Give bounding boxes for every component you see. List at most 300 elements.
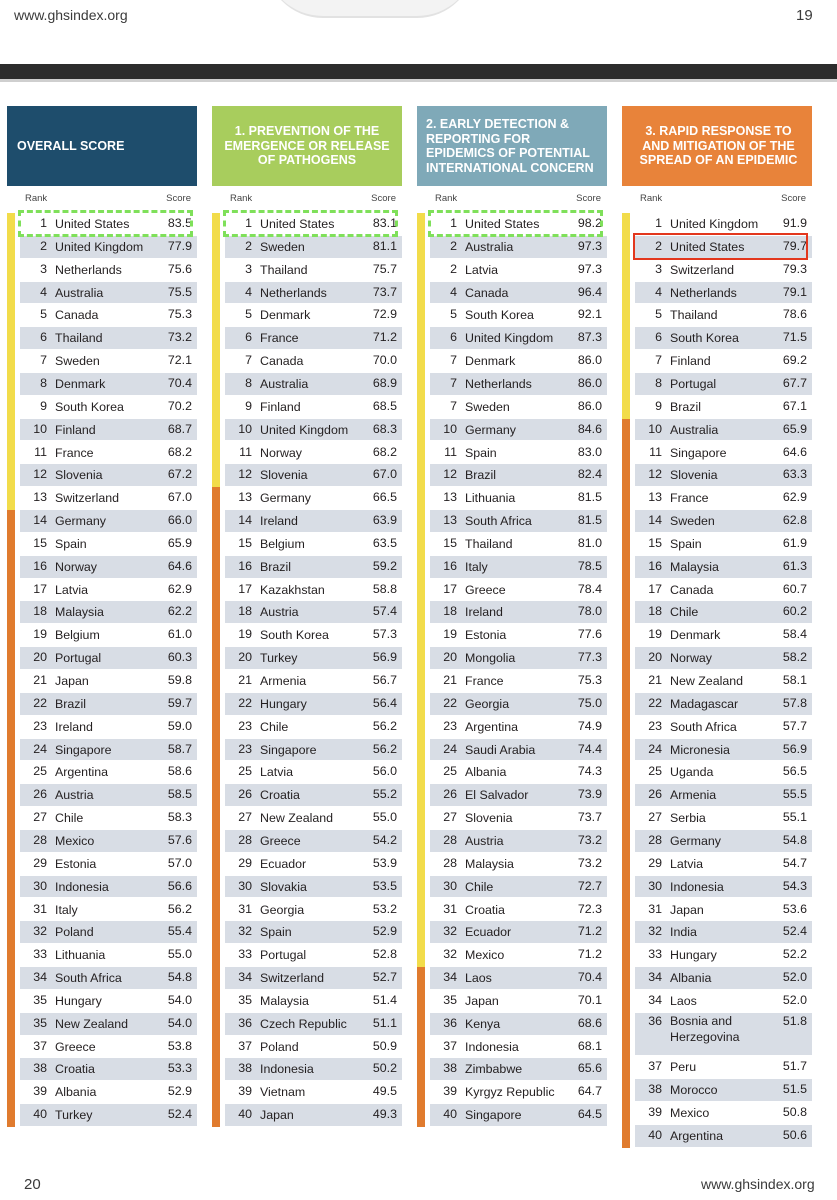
score-cell: 83.1 [372,216,397,230]
score-cell: 54.8 [782,832,807,847]
score-cell: 60.7 [782,581,807,596]
score-cell: 70.0 [372,353,397,368]
rank-cell: 3 [655,261,662,276]
panel-title: OVERALL SCORE [7,106,197,186]
table-row [430,533,607,555]
table-row [20,876,197,898]
score-cell: 56.4 [372,695,397,710]
top-tier-bar [7,213,15,510]
rank-cell: 31 [648,901,662,916]
rank-cell: 8 [655,375,662,390]
rank-cell: 8 [40,375,47,390]
country-cell: El Salvador [465,788,529,803]
footer-site-url: www.ghsindex.org [701,1176,815,1192]
score-cell: 53.3 [167,1061,192,1076]
country-cell: United Kingdom [260,422,349,437]
table-row [225,442,402,464]
country-cell: Malaysia [465,856,514,871]
rank-cell: 20 [33,650,47,665]
table-row [430,419,607,441]
country-cell: Portugal [260,948,307,963]
table-row [430,304,607,326]
table-row [20,853,197,875]
rank-cell: 35 [238,992,252,1007]
score-cell: 66.0 [167,513,192,528]
rank-cell: 3 [40,261,47,276]
country-cell: Belgium [260,536,305,551]
score-cell: 73.2 [577,855,602,870]
country-cell: Finland [260,399,301,414]
country-cell: United States [670,239,745,254]
country-cell: United States [260,217,335,231]
rank-cell: 13 [443,513,457,528]
score-cell: 77.9 [167,238,192,253]
score-cell: 62.8 [782,513,807,528]
country-cell: Spain [55,536,87,551]
country-cell: Singapore [465,1108,522,1123]
rank-cell: 1 [245,216,252,230]
score-cell: 59.8 [167,673,192,687]
table-row [225,899,402,921]
score-cell: 51.5 [782,1082,807,1097]
country-cell: Germany [260,491,311,506]
table-row [20,327,197,349]
rank-cell: 6 [40,330,47,345]
country-cell: Mexico [465,948,505,963]
table-row [225,556,402,578]
country-cell: Hungary [260,696,307,711]
country-cell: Australia [260,376,309,391]
score-cell: 86.0 [577,375,602,390]
country-cell: United Kingdom [670,217,759,231]
mid-tier-bar [622,419,630,1148]
rank-cell: 37 [33,1038,47,1053]
rank-cell: 7 [450,353,457,368]
country-cell: Norway [670,651,712,666]
table-row [225,647,402,669]
table-row [20,442,197,464]
score-cell: 58.7 [167,741,192,756]
table-row [430,967,607,989]
table-row [225,327,402,349]
score-cell: 55.0 [372,810,397,825]
table-row [430,761,607,783]
score-cell: 62.9 [167,581,192,596]
score-cell: 52.2 [782,947,807,962]
country-cell: Laos [465,971,492,986]
score-cell: 50.6 [782,1128,807,1142]
table-row [20,761,197,783]
score-cell: 58.6 [167,764,192,779]
country-cell: Spain [670,536,702,551]
country-cell: Netherlands [670,285,737,300]
score-cell: 77.3 [577,650,602,665]
united-states-green-highlight [18,210,193,237]
score-column-header: Score [166,193,191,204]
rank-cell: 34 [648,992,662,1007]
rank-cell: 10 [33,421,47,436]
rank-column-header: Rank [435,193,458,204]
score-cell: 81.1 [372,238,397,253]
country-cell: Ecuador [465,925,512,940]
rank-cell: 40 [33,1107,47,1122]
ranking-panel-2 [212,106,402,1140]
country-cell: Austria [465,833,504,848]
country-cell: Mexico [55,833,95,848]
table-row [20,1013,197,1035]
table-row [20,670,197,692]
country-cell: Estonia [55,856,97,871]
rank-cell: 28 [238,832,252,847]
table-row [635,853,812,875]
table-row [430,807,607,829]
rank-cell: 18 [443,604,457,619]
score-cell: 63.9 [372,513,397,528]
score-cell: 77.6 [577,627,602,642]
score-cell: 55.2 [372,787,397,802]
panel-title: 1. PREVENTION OF THE EMERGENCE OR RELEASE OF PATHOGENS [212,106,402,186]
rank-cell: 26 [238,787,252,802]
score-cell: 50.9 [372,1038,397,1053]
score-cell: 71.5 [782,330,807,345]
score-cell: 53.6 [782,901,807,916]
score-cell: 72.1 [167,353,192,368]
rank-cell: 4 [245,284,252,299]
header-divider-shadow [0,79,837,82]
country-cell: Kenya [465,1016,501,1031]
table-row [20,601,197,623]
score-cell: 57.6 [167,832,192,847]
score-cell: 51.4 [372,992,397,1007]
decorative-arc [265,0,475,18]
score-cell: 67.7 [782,375,807,390]
rank-cell: 15 [33,535,47,550]
rank-cell: 24 [33,741,47,756]
rank-cell: 34 [443,970,457,985]
country-cell: United States [55,217,130,231]
table-row [635,510,812,532]
score-cell: 59.2 [372,558,397,573]
panel-title: 3. RAPID RESPONSE TO AND MITIGATION OF THE SPREAD OF AN EPIDEMIC [622,106,812,186]
country-cell: New Zealand [55,1016,129,1031]
table-row [430,236,607,258]
top-tier-bar [417,213,425,967]
score-cell: 57.7 [782,718,807,733]
table-row [225,830,402,852]
table-row [20,1104,197,1126]
score-cell: 56.9 [372,650,397,665]
table-row [635,670,812,692]
rank-cell: 26 [443,787,457,802]
rank-cell: 13 [238,490,252,505]
score-cell: 68.9 [372,375,397,390]
rank-cell: 22 [648,695,662,710]
rank-cell: 22 [238,695,252,710]
table-row [430,784,607,806]
country-cell: Spain [260,925,292,940]
score-cell: 58.1 [782,673,807,687]
rank-cell: 20 [443,650,457,665]
table-row [635,967,812,989]
score-cell: 68.1 [577,1038,602,1053]
country-cell: New Zealand [670,674,744,688]
score-cell: 73.2 [167,330,192,345]
rank-cell: 3 [245,261,252,276]
country-cell: Greece [260,833,301,848]
table-row [635,830,812,852]
table-row [635,624,812,646]
table-row [430,373,607,395]
country-cell: Hungary [55,993,102,1008]
table-row [225,853,402,875]
table-row [20,944,197,966]
country-cell: Chile [260,719,289,734]
score-cell: 71.2 [372,330,397,345]
table-row [430,830,607,852]
country-cell: Australia [670,422,719,437]
score-cell: 57.4 [372,604,397,619]
country-cell: Thailand [465,536,513,551]
table-row [635,213,812,235]
table-row [430,1036,607,1058]
mid-tier-bar [212,487,220,1127]
united-states-green-highlight [223,210,398,237]
rank-cell: 39 [443,1084,457,1099]
country-cell: Canada [670,582,714,597]
table-row [225,601,402,623]
score-cell: 72.9 [372,307,397,322]
score-cell: 58.8 [372,581,397,596]
table-row [635,647,812,669]
table-row [225,533,402,555]
country-cell: Netherlands [55,262,122,277]
rank-cell: 1 [655,216,662,230]
score-cell: 68.5 [372,398,397,413]
score-cell: 55.0 [167,947,192,962]
table-row [430,944,607,966]
rank-cell: 39 [238,1084,252,1099]
country-cell: Malaysia [260,993,309,1008]
score-cell: 53.8 [167,1038,192,1053]
score-cell: 82.4 [577,467,602,482]
country-cell: Japan [260,1108,294,1123]
score-cell: 54.0 [167,1015,192,1030]
score-cell: 51.8 [782,1013,807,1028]
rank-cell: 16 [238,558,252,573]
table-row [635,304,812,326]
rank-cell: 21 [648,673,662,687]
rank-cell: 24 [648,741,662,756]
rank-cell: 5 [40,307,47,322]
country-cell: Argentina [55,765,109,780]
rank-cell: 22 [33,695,47,710]
mid-tier-bar [7,510,15,1127]
country-cell: Lithuania [465,491,516,506]
score-cell: 56.2 [372,718,397,733]
country-cell: Japan [465,993,499,1008]
country-cell: South Korea [260,628,329,643]
rank-cell: 27 [443,810,457,825]
country-cell: Ecuador [260,856,307,871]
rank-cell: 36 [648,1013,662,1028]
score-cell: 70.4 [577,970,602,985]
table-row [225,396,402,418]
table-row [20,556,197,578]
table-row [20,373,197,395]
rank-cell: 6 [655,330,662,345]
table-row [225,967,402,989]
country-cell: Argentina [670,1129,724,1143]
score-column-header: Score [781,193,806,204]
country-cell: Greece [55,1039,96,1054]
rank-cell: 9 [245,398,252,413]
country-cell: South Korea [55,399,124,414]
score-cell: 74.9 [577,718,602,733]
country-cell: Albania [670,971,712,986]
score-cell: 53.2 [372,901,397,916]
country-cell: Laos [670,993,697,1008]
country-cell: Denmark [260,308,311,323]
score-cell: 60.2 [782,604,807,619]
score-cell: 52.4 [167,1107,192,1122]
rank-cell: 23 [238,741,252,756]
table-row [225,990,402,1012]
score-cell: 83.0 [577,444,602,459]
rank-cell: 38 [33,1061,47,1076]
table-row [430,1104,607,1126]
table-row [20,350,197,372]
score-cell: 54.0 [167,992,192,1007]
score-cell: 64.6 [782,444,807,459]
country-cell: Thailand [55,331,103,346]
country-cell: Greece [465,582,506,597]
country-cell: Kazakhstan [260,582,325,597]
table-row [225,670,402,692]
table-row [430,899,607,921]
rank-cell: 16 [443,558,457,573]
country-cell: Japan [670,902,704,917]
table-row [225,739,402,761]
rank-cell: 28 [443,855,457,870]
table-row [430,921,607,943]
score-cell: 55.5 [782,787,807,802]
table-row [20,807,197,829]
rank-cell: 4 [40,284,47,299]
score-cell: 55.4 [167,924,192,939]
country-cell: South Korea [670,331,739,346]
table-row [635,1079,812,1101]
score-cell: 69.2 [782,353,807,368]
rank-cell: 8 [245,375,252,390]
country-cell: Spain [465,445,497,460]
score-cell: 61.3 [782,558,807,573]
table-row [20,487,197,509]
score-cell: 61.9 [782,535,807,550]
country-cell: Austria [55,788,94,803]
rank-cell: 10 [238,421,252,436]
country-cell: Ireland [260,514,298,529]
country-cell: Turkey [55,1108,93,1123]
rank-cell: 33 [238,947,252,962]
table-row [225,1104,402,1126]
table-row [430,853,607,875]
table-row [635,282,812,304]
rank-cell: 35 [443,992,457,1007]
rank-cell: 18 [33,604,47,619]
rank-cell: 38 [648,1082,662,1097]
country-cell: Bosnia and Herzegovina [670,1013,740,1044]
rank-cell: 23 [33,718,47,733]
table-row [20,990,197,1012]
table-row [20,419,197,441]
score-cell: 91.9 [782,216,807,230]
country-cell: Canada [260,354,304,369]
rank-cell: 30 [443,878,457,893]
rank-cell: 4 [450,284,457,299]
rank-cell: 17 [648,581,662,596]
rank-cell: 30 [238,878,252,893]
table-row [635,579,812,601]
country-cell: Indonesia [465,1039,519,1054]
score-cell: 71.2 [577,924,602,939]
table-row [430,601,607,623]
rank-cell: 37 [443,1038,457,1053]
score-column-header: Score [576,193,601,204]
table-row [635,921,812,943]
score-cell: 52.8 [372,947,397,962]
score-cell: 72.7 [577,878,602,893]
score-cell: 67.0 [167,490,192,505]
country-cell: South Africa [465,514,532,529]
table-row [20,716,197,738]
rank-cell: 13 [648,490,662,505]
table-row [635,350,812,372]
score-cell: 52.0 [782,970,807,985]
score-cell: 58.3 [167,810,192,825]
united-states-green-highlight [428,210,603,237]
table-row [20,464,197,486]
table-row [225,716,402,738]
country-cell: South Africa [55,971,122,986]
rank-cell: 40 [238,1107,252,1122]
table-row [20,739,197,761]
rank-cell: 19 [648,627,662,642]
country-cell: Denmark [670,628,721,643]
rank-cell: 32 [648,924,662,939]
rank-cell: 27 [648,810,662,825]
rank-cell: 18 [648,604,662,619]
rank-cell: 32 [443,924,457,939]
country-cell: Sweden [465,399,510,414]
rank-cell: 11 [444,444,457,459]
country-cell: Latvia [260,765,294,780]
country-cell: Chile [670,605,699,620]
table-row [20,830,197,852]
rank-cell: 31 [443,901,457,916]
rank-cell: 1 [450,216,457,230]
rank-cell: 4 [655,284,662,299]
country-cell: Georgia [260,902,305,917]
score-cell: 75.6 [167,261,192,276]
table-row [635,327,812,349]
country-cell: South Korea [465,308,534,323]
country-cell: Switzerland [670,262,735,277]
rank-cell: 23 [238,718,252,733]
score-cell: 81.0 [577,535,602,550]
score-cell: 54.3 [782,878,807,893]
score-cell: 57.8 [782,695,807,710]
rank-cell: 29 [238,855,252,870]
